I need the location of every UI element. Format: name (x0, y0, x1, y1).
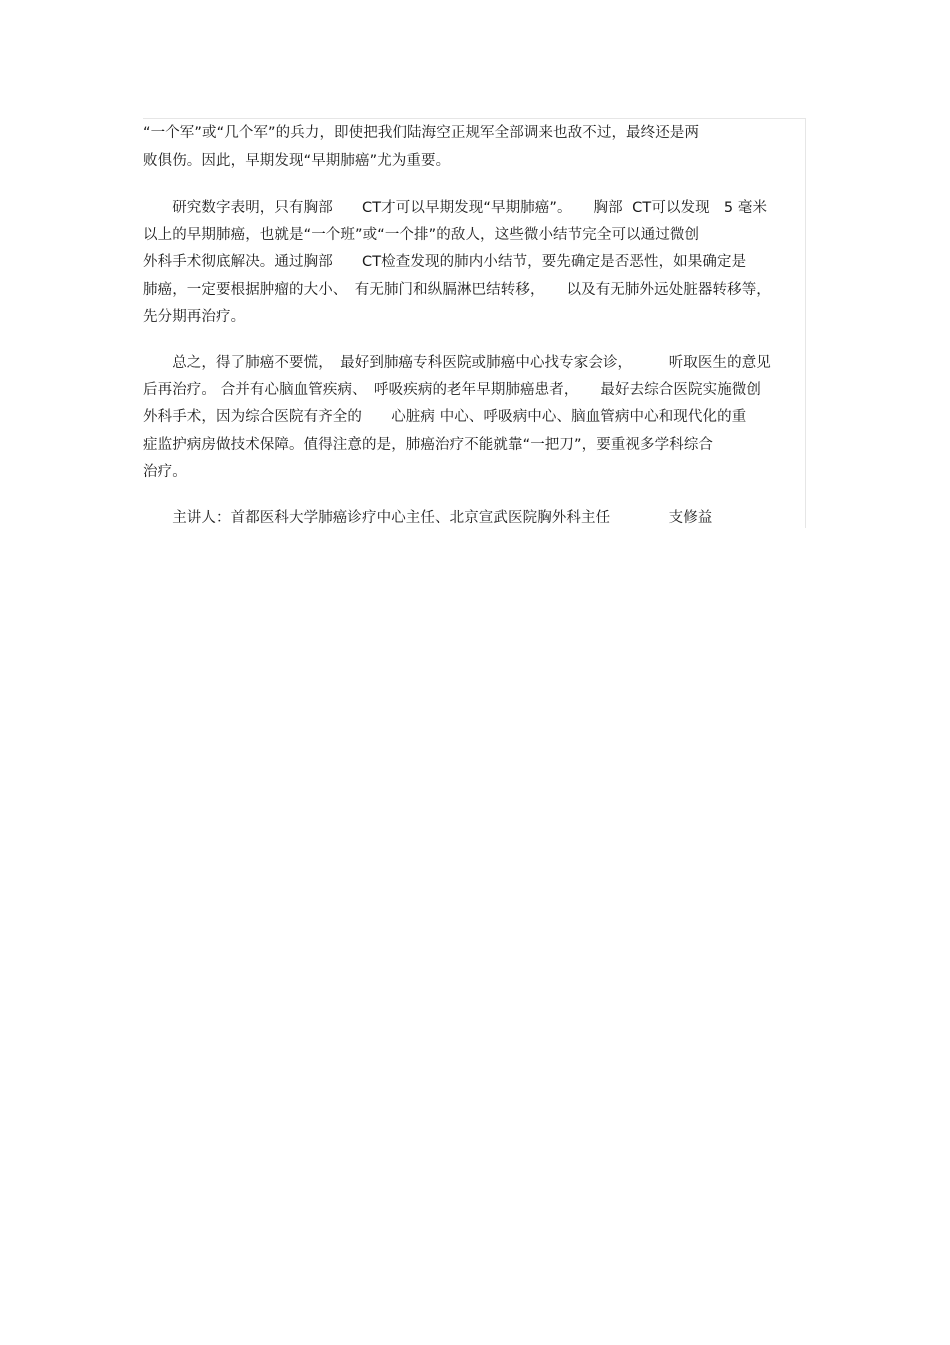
paragraph-line: 外科手术彻底解决。通过胸部 CT检查发现的肺内小结节，要先确定是否恶性，如果确定是 (143, 254, 747, 270)
paragraph-line: 先分期再治疗。 (143, 309, 246, 325)
paragraph-line: 外科手术，因为综合医院有齐全的 心脏病 中心、呼吸病中心、脑血管病中心和现代化的重 (143, 409, 747, 425)
speaker-credit: 主讲人：首都医科大学肺癌诊疗中心主任、北京宣武医院胸外科主任 支修益 (143, 510, 713, 526)
paragraph-line: 症监护病房做技术保障。值得注意的是，肺癌治疗不能就靠“一把刀”，要重视多学科综合 (143, 437, 714, 453)
paragraph-line: 研究数字表明，只有胸部 CT才可以早期发现“早期肺癌”。 胸部 CT可以发现 5 毫米 (143, 200, 768, 216)
paragraph-line: 以上的早期肺癌，也就是“一个班”或“一个排”的敌人，这些微小结节完全可以通过微创 (143, 227, 700, 243)
paragraph-line: 肺癌，一定要根据肿瘤的大小、 有无肺门和纵膈淋巴结转移， 以及有无肺外远处脏器转移等， (143, 282, 771, 298)
paragraph-line: 总之，得了肺癌不要慌， 最好到肺癌专科医院或肺癌中心找专家会诊， 听取医生的意见 (143, 355, 771, 371)
paragraph-line: 后再治疗。 合并有心脑血管疾病、 呼吸疾病的老年早期肺癌患者， 最好去综合医院实施微创 (143, 382, 762, 398)
paragraph-line: 败俱伤。因此，早期发现“早期肺癌”尤为重要。 (143, 153, 451, 169)
paragraph-line: 治疗。 (143, 464, 187, 480)
document-page (143, 118, 806, 528)
paragraph-line: “一个军”或“几个军”的兵力，即使把我们陆海空正规军全部调来也敌不过，最终还是两 (143, 125, 700, 141)
